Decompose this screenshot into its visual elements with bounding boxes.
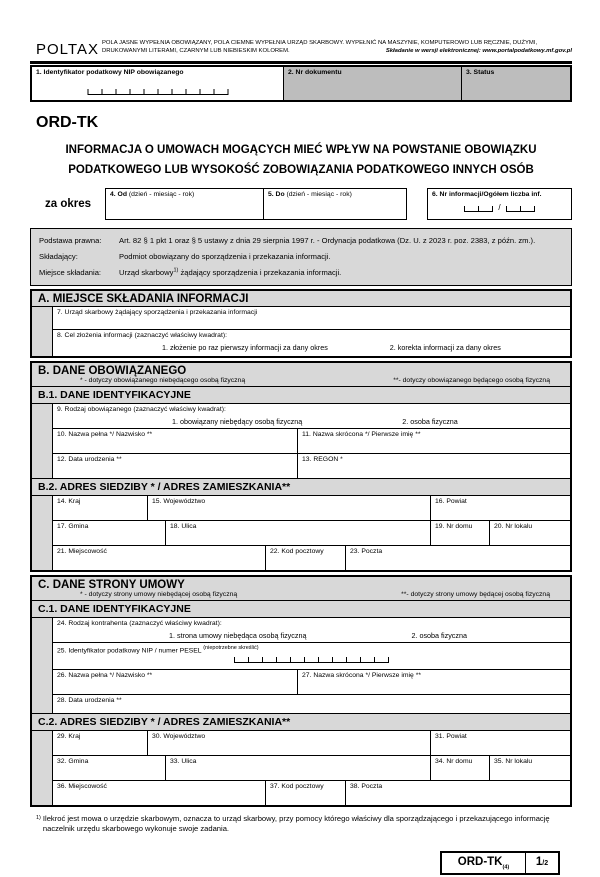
gray-strip: [32, 618, 52, 713]
gray-strip: [32, 496, 52, 570]
field-12-birth-date-input[interactable]: [53, 454, 298, 478]
page-number-current: 1: [535, 855, 543, 868]
section-b1-header: B.1. DANE IDENTYFIKACYJNE: [32, 387, 570, 404]
place-text-prefix: Urząd skarbowy: [119, 268, 174, 278]
field-25-nip-pesel-input[interactable]: [53, 643, 570, 669]
field-24-label: 24. Rodzaj kontrahenta: [57, 620, 128, 628]
field-5-date-to-input[interactable]: [264, 189, 406, 219]
form-title: [30, 140, 572, 180]
field-32-label: 32. Gmina: [57, 758, 89, 766]
section-c-header: [32, 577, 570, 601]
poltax-logo: POLTAX: [36, 41, 99, 58]
field-12-label: 12. Data urodzenia **: [57, 456, 122, 464]
filer-text: Podmiot obowiązany do sporządzenia i przekazania informacji.: [119, 252, 331, 262]
section-b-header: [32, 363, 570, 387]
field-3-label: 3. Status: [466, 69, 495, 76]
field-28-birth-date-input[interactable]: [53, 695, 570, 713]
form-title-line1: INFORMACJA O UMOWACH MOGĄCYCH MIEĆ WPŁYW NA POWSTANIE OBOWIĄZKU: [65, 144, 537, 156]
field-24-contractor-type: [53, 618, 570, 642]
period-box: [105, 188, 407, 220]
field-36-label: 36. Miejscowość: [57, 783, 107, 791]
page-number: [526, 853, 558, 873]
field-13-regon-input[interactable]: [298, 454, 570, 478]
field-19-label: 19. Nr domu: [435, 523, 473, 531]
field-33-label: 33. Ulica: [170, 758, 197, 766]
field-6-boxes-right[interactable]: [506, 206, 535, 212]
legal-row-filer: [39, 249, 563, 265]
field-3-status: [462, 67, 570, 100]
footnote: [36, 814, 560, 835]
field-27-short-name-input[interactable]: [298, 670, 570, 694]
field-19-house-number-input[interactable]: [431, 521, 490, 545]
pesel-entry-boxes[interactable]: [234, 657, 389, 663]
field-6-boxes-left[interactable]: [464, 206, 493, 212]
field-21-label: 21. Miejscowość: [57, 548, 107, 556]
form-version-text: ORD-TK: [457, 855, 503, 868]
field-8-purpose: [53, 330, 570, 356]
nip-entry-boxes[interactable]: [87, 89, 228, 95]
section-c1-fields: [32, 618, 570, 713]
field-22-label: 22. Kod pocztowy: [270, 548, 324, 556]
legal-row-place: [39, 265, 563, 281]
field-31-label: 31. Powiat: [435, 733, 467, 741]
field-32-municipality-input[interactable]: [53, 756, 166, 780]
form-title-line2: PODATKOWEGO LUB WYSOKOŚĆ ZOBOWIĄZANIA PODATKOWEGO INNYCH OSÓB: [68, 164, 534, 177]
field-23-post-office-input[interactable]: [346, 546, 570, 570]
field-15-label: 15. Województwo: [152, 498, 206, 506]
section-a-fields: [32, 307, 570, 356]
field-20-flat-number-input[interactable]: [490, 521, 570, 545]
form-version-code: [442, 853, 526, 873]
section-c-title: C. DANE STRONY UMOWY: [38, 579, 185, 592]
section-b: [30, 361, 572, 572]
gray-strip: [32, 731, 52, 805]
field-11-label: 11. Nazwa skrócona */ Pierwsze imię **: [302, 431, 421, 439]
field-8-label: 8. Cel złożenia informacji: [57, 332, 133, 340]
field-21-city-input[interactable]: [53, 546, 266, 570]
field-17-municipality-input[interactable]: [53, 521, 166, 545]
section-b2-header: B.2. ADRES SIEDZIBY * / ADRES ZAMIESZKANIA**: [32, 478, 570, 496]
section-c2-fields: [32, 731, 570, 805]
field-6-entry-boxes[interactable]: [432, 203, 567, 212]
footnote-text: Ilekroć jest mowa o urzędzie skarbowym, oznacza to urząd skarbowy, przy pomocy którego właściwy dla sporządzającego i przekazującego informację naczelnik urzędu skarbowego wykonuje swoje zadania.: [42, 814, 550, 834]
field-16-label: 16. Powiat: [435, 498, 467, 506]
field-34-house-number-input[interactable]: [431, 756, 490, 780]
field-26-label: 26. Nazwa pełna */ Nazwisko **: [57, 672, 153, 680]
legal-basis-label: Podstawa prawna:: [39, 236, 102, 246]
place-text: [119, 265, 563, 281]
fill-instructions: [102, 34, 572, 56]
field-33-street-input[interactable]: [166, 756, 431, 780]
field-6-info-number-input[interactable]: [427, 188, 572, 220]
field-9-option-1[interactable]: 1. obowiązany niebędący osobą fizyczną: [172, 417, 303, 427]
field-4-hint: (dzień - miesiąc - rok): [128, 191, 195, 199]
field-36-city-input[interactable]: [53, 781, 266, 805]
form-page: [30, 34, 572, 875]
field-18-label: 18. Ulica: [170, 523, 197, 531]
place-text-suffix: żądający sporządzenia i przekazania informacji.: [178, 268, 342, 278]
field-34-label: 34. Nr domu: [435, 758, 473, 766]
field-23-label: 23. Poczta: [350, 548, 383, 556]
field-7-tax-office-input[interactable]: [53, 307, 570, 329]
field-29-country-input[interactable]: [53, 731, 148, 755]
field-27-label: 27. Nazwa skrócona */ Pierwsze imię **: [302, 672, 421, 680]
field-15-voivodeship-input[interactable]: [148, 496, 431, 520]
instructions-line2: DRUKOWANYMI LITERAMI, CZARNYM LUB NIEBIESKIM KOLOREM.: [102, 47, 290, 54]
field-4-label: 4. Od: [110, 191, 127, 199]
period-row: [30, 188, 572, 220]
field-1-label: 1. Identyfikator podatkowy NIP obowiązanego: [36, 69, 184, 76]
gray-strip: [32, 307, 52, 356]
field-24-hint: (zaznaczyć właściwy kwadrat):: [129, 620, 222, 628]
section-c1-header: C.1. DANE IDENTYFIKACYJNE: [32, 601, 570, 618]
section-a: [30, 289, 572, 358]
form-version-box: [440, 851, 560, 875]
field-5-label: 5. Do: [268, 191, 285, 199]
place-footnote-ref: 1): [173, 267, 179, 274]
field-37-postal-code-input[interactable]: [266, 781, 346, 805]
field-35-label: 35. Nr lokalu: [494, 758, 533, 766]
field-22-postal-code-input[interactable]: [266, 546, 346, 570]
field-26-full-name-input[interactable]: [53, 670, 298, 694]
field-8-hint: (zaznaczyć właściwy kwadrat):: [134, 332, 227, 340]
field-5-hint: (dzień - miesiąc - rok): [286, 191, 352, 199]
field-30-voivodeship-input[interactable]: [148, 731, 431, 755]
heavy-rule: [30, 61, 572, 64]
field-9-option-2[interactable]: 2. osoba fizyczna: [402, 417, 458, 427]
field-38-label: 38. Poczta: [350, 783, 383, 791]
section-c-note-right: **- dotyczy strony umowy będącej osobą fizyczną: [401, 591, 550, 599]
field-10-label: 10. Nazwa pełna */ Nazwisko **: [57, 431, 153, 439]
field-38-post-office-input[interactable]: [346, 781, 570, 805]
legal-basis-block: [30, 228, 572, 286]
legal-row-basis: [39, 233, 563, 249]
section-a-title: A. MIEJSCE SKŁADANIA INFORMACJI: [38, 293, 249, 306]
field-37-label: 37. Kod pocztowy: [270, 783, 324, 791]
field-9-obligated-type: [53, 404, 570, 428]
field-7-label: 7. Urząd skarbowy żądający sporządzenia i przekazania informacji: [57, 309, 258, 317]
period-label: za okres: [45, 198, 92, 211]
place-label: Miejsce składania:: [39, 268, 102, 278]
gray-strip: [32, 404, 52, 478]
instructions-line1: POLA JASNE WYPEŁNIA OBOWIĄZANY, POLA CIEMNE WYPEŁNIA URZĄD SKARBOWY. WYPEŁNIĆ NA MASZYNIE, KOMPUTEROWO LUB RĘCZNIE, DUŻYMI,: [102, 40, 538, 46]
field-11-short-name-input[interactable]: [298, 429, 570, 453]
top-header: [30, 34, 572, 58]
section-c: [30, 575, 572, 807]
field-25-label: 25. Identyfikator podatkowy NIP / numer PESEL: [57, 647, 202, 655]
field-13-label: 13. REGON *: [302, 456, 343, 464]
page-number-total: /2: [542, 859, 549, 867]
field-6-label: 6. Nr informacji/Ogółem liczba inf.: [432, 191, 542, 199]
field-25-sup-note: (niepotrzebne skreślić): [203, 645, 259, 652]
field-14-label: 14. Kraj: [57, 498, 81, 506]
form-version-number: (4): [502, 863, 510, 870]
field-30-label: 30. Województwo: [152, 733, 206, 741]
field-2-document-number: [284, 67, 462, 100]
field-8-option-1[interactable]: 1. złożenie po raz pierwszy informacji za dany okres: [162, 343, 328, 353]
field-14-country-input[interactable]: [53, 496, 148, 520]
field-24-option-2[interactable]: 2. osoba fizyczna: [411, 631, 467, 641]
field-16-county-input[interactable]: [431, 496, 570, 520]
field-4-date-from-input[interactable]: [106, 189, 264, 219]
field-29-label: 29. Kraj: [57, 733, 81, 741]
field-9-label: 9. Rodzaj obowiązanego: [57, 406, 132, 414]
filer-label: Składający:: [39, 252, 78, 262]
section-c-note-left: * - dotyczy strony umowy niebędącej osobą fizyczną: [80, 591, 238, 599]
top-field-row: [30, 65, 572, 102]
section-c2-header: C.2. ADRES SIEDZIBY * / ADRES ZAMIESZKANIA**: [32, 713, 570, 731]
form-code-heading: ORD-TK: [36, 114, 99, 131]
section-b-note-left: * - dotyczy obowiązanego niebędącego osobą fizyczną: [80, 377, 246, 385]
field-2-label: 2. Nr dokumentu: [288, 69, 342, 76]
field-24-option-1[interactable]: 1. strona umowy niebędąca osobą fizyczną: [169, 631, 307, 641]
field-17-label: 17. Gmina: [57, 523, 89, 531]
field-8-option-2[interactable]: 2. korekta informacji za dany okres: [389, 343, 501, 353]
footnote-marker: 1): [36, 815, 41, 822]
field-18-street-input[interactable]: [166, 521, 431, 545]
section-a-header: [32, 291, 570, 307]
section-b2-fields: [32, 496, 570, 570]
section-b-note-right: **- dotyczy obowiązanego będącego osobą fizyczną: [393, 377, 550, 385]
field-10-full-name-input[interactable]: [53, 429, 298, 453]
section-b-title: B. DANE OBOWIĄZANEGO: [38, 365, 187, 378]
field-6-separator: /: [498, 203, 501, 213]
field-35-flat-number-input[interactable]: [490, 756, 570, 780]
section-b1-fields: [32, 404, 570, 478]
field-20-label: 20. Nr lokalu: [494, 523, 533, 531]
legal-basis-text: Art. 82 § 1 pkt 1 oraz § 5 ustawy z dnia 29 sierpnia 1997 r. - Ordynacja podatkowa (Dz. U. z 2023 r. poz. 2383, z późn. zm.).: [119, 236, 536, 246]
field-28-label: 28. Data urodzenia **: [57, 697, 122, 705]
field-31-county-input[interactable]: [431, 731, 570, 755]
efiling-note: Składanie w wersji elektronicznej: www.portalpodatkowy.mf.gov.pl: [385, 47, 572, 54]
field-9-hint: (zaznaczyć właściwy kwadrat):: [133, 406, 226, 414]
field-1-nip-input[interactable]: [32, 67, 284, 100]
